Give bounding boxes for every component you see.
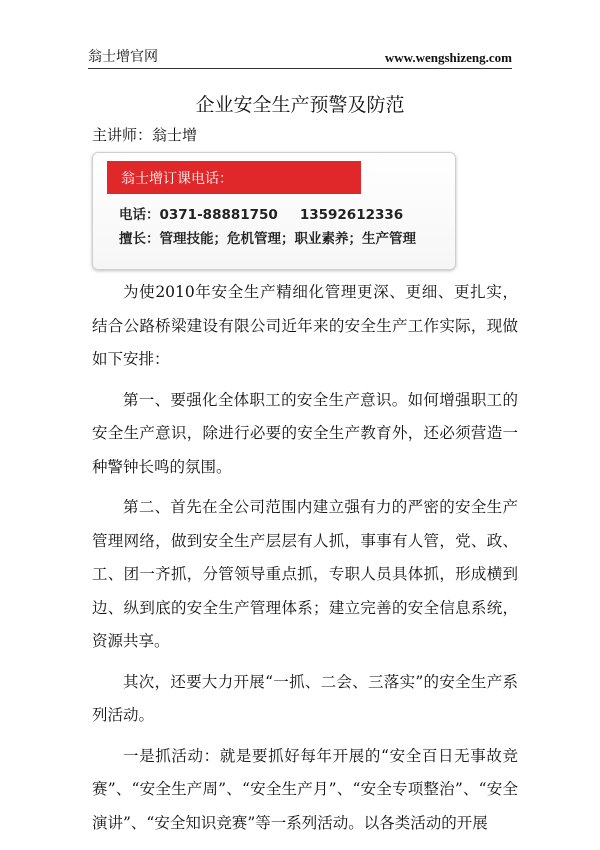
paragraph: 一是抓活动：就是要抓好每年开展的“安全百日无事故竞赛”、“安全生产周”、“安全生产月”、“安全专项整治”、“安全演讲”、“安全知识竞赛”等一系列活动。以各类活动的开展 — [92, 746, 518, 832]
contact-card — [92, 152, 456, 270]
paragraph: 其次，还要大力开展“一抓、二会、三落实”的安全生产系列活动。 — [92, 672, 518, 724]
phone-number-2: 13592612336 — [299, 207, 404, 223]
phone-number-1: 0371-88881750 — [159, 207, 278, 223]
expertise-line: 擅长：管理技能；危机管理；职业素养；生产管理 — [119, 231, 416, 247]
phone-line — [119, 203, 403, 223]
paragraph: 第二、首先在全公司范围内建立强有力的严密的安全生产管理网络，做到安全生产层层有人抓，事事有人管，党、政、工、团一齐抓，分管领导重点抓，专职人员具体抓，形成横到边、纵到底的安全生产管理体系；建立完善的安全信息系统，资源共享。 — [92, 498, 518, 650]
page-header — [88, 40, 512, 69]
lecturer-line: 主讲师：翁士增 — [92, 126, 198, 144]
body-text — [92, 276, 518, 847]
contact-banner: 翁士增订课电话： — [107, 161, 361, 194]
document-title: 企业安全生产预警及防范 — [195, 94, 405, 116]
paragraph: 第一、要强化全体职工的安全生产意识。如何增强职工的安全生产意识，除进行必要的安全生产教育外，还必须营造一种警钟长鸣的氛围。 — [92, 390, 518, 476]
site-url[interactable]: www.wengshizeng.com — [384, 50, 512, 65]
paragraph: 为使2010年安全生产精细化管理更深、更细、更扎实，结合公路桥梁建设有限公司近年来的安全生产工作实际，现做如下安排： — [92, 283, 518, 368]
phone-label: 电话： — [119, 207, 160, 223]
site-name: 翁士增官网 — [88, 49, 158, 65]
